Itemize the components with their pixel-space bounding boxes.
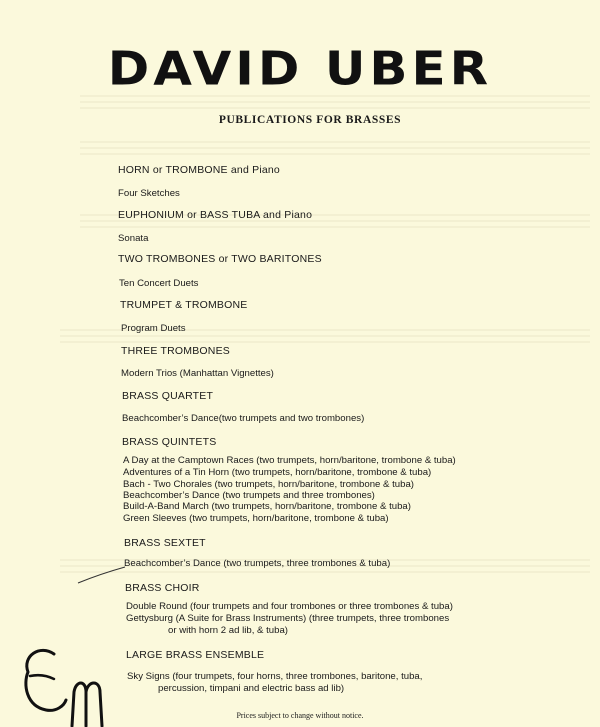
section-heading: BRASS QUARTET (122, 390, 214, 402)
list-item: or with horn 2 ad lib, & tuba) (168, 625, 288, 636)
section-heading: THREE TROMBONES (121, 345, 230, 357)
list-item: Gettysburg (A Suite for Brass Instruments) (three trumpets, three trombones (126, 613, 450, 624)
section-heading: BRASS SEXTET (124, 537, 206, 549)
page-subtitle: PUBLICATIONS FOR BRASSES (218, 114, 402, 126)
list-item: Green Sleeves (two trumpets, horn/baritone, trombone & tuba) (123, 513, 389, 524)
list-item: Bach - Two Chorales (two trumpets, horn/baritone, trombone & tuba) (123, 479, 414, 490)
pen-stroke-mark (78, 567, 125, 583)
list-item: percussion, timpani and electric bass ad lib) (158, 683, 345, 694)
page-title: DAVID UBER (107, 42, 493, 96)
section-heading: TRUMPET & TROMBONE (120, 299, 248, 311)
section-heading: LARGE BRASS ENSEMBLE (126, 649, 265, 661)
list-item: Ten Concert Duets (119, 278, 199, 289)
section-heading: BRASS CHOIR (125, 582, 200, 594)
list-item: Double Round (four trumpets and four trombones or three trombones & tuba) (126, 601, 453, 612)
list-item: Beachcomber’s Dance(two trumpets and two trombones) (122, 413, 365, 424)
list-item: Four Sketches (118, 188, 180, 199)
section-heading: TWO TROMBONES or TWO BARITONES (118, 253, 322, 265)
list-item: A Day at the Camptown Races (two trumpets, horn/baritone, trombone & tuba) (123, 455, 456, 466)
list-item: Program Duets (121, 323, 186, 334)
list-item: Beachcomber’s Dance (two trumpets, three trombones & tuba) (124, 558, 391, 569)
list-item: Sonata (118, 233, 149, 244)
list-item: Adventures of a Tin Horn (two trumpets, horn/baritone, trombone & tuba) (123, 467, 432, 478)
section-heading: HORN or TROMBONE and Piano (118, 164, 280, 176)
list-item: Build-A-Band March (two trumpets, horn/baritone, trombone & tuba) (123, 501, 411, 512)
section-heading: EUPHONIUM or BASS TUBA and Piano (118, 209, 313, 221)
footer-note: Prices subject to change without notice. (236, 711, 364, 720)
list-item: Sky Signs (four trumpets, four horns, three trombones, baritone, tuba, (127, 671, 423, 682)
list-item: Beachcomber’s Dance (two trumpets and three trombones) (123, 490, 375, 501)
section-heading: BRASS QUINTETS (122, 436, 217, 448)
list-item: Modern Trios (Manhattan Vignettes) (121, 368, 274, 379)
